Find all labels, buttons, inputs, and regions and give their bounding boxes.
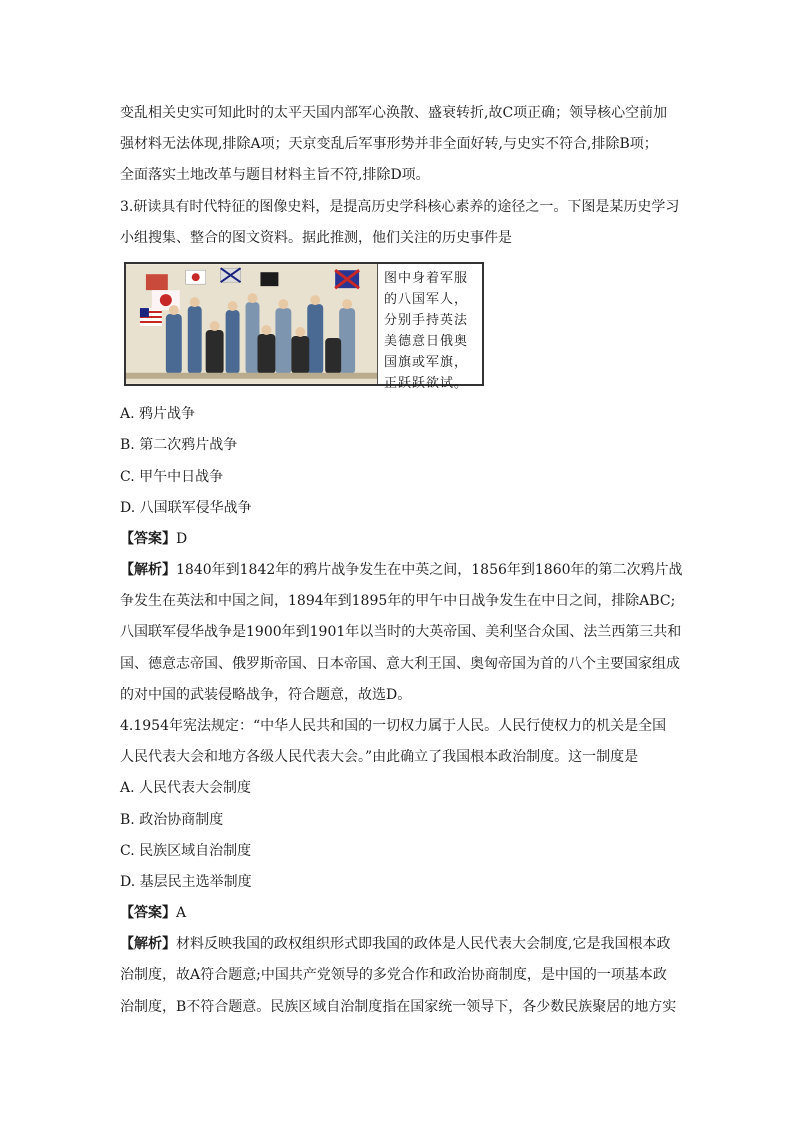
- q4-stem-line-2: 人民代表大会和地方各级人民代表大会。”由此确立了我国根本政治制度。这一制度是: [120, 749, 639, 765]
- q4-analysis-label: 【解析】: [120, 936, 176, 952]
- q3-figure-caption: 图中身着军服的八国军人，分别手持英法美德意日俄奥国旗或军旗，正跃跃欲试。: [384, 271, 469, 391]
- q4-answer: [120, 904, 186, 922]
- q4-answer-value: A: [176, 905, 187, 921]
- q4-analysis-line-3: 治制度，B不符合题意。民族区域自治制度指在国家统一领导下，各少数民族聚居的地方实: [120, 999, 677, 1015]
- q3-analysis-line-1: [120, 561, 683, 579]
- q3-stem-line-2: 小组搜集、整合的图文资料。据此推测，他们关注的历史事件是: [120, 230, 512, 246]
- q3-analysis-line-3: 八国联军侵华战争是1900年到1901年以当时的大英帝国、美利坚合众国、法兰西第三共和: [120, 624, 682, 640]
- q4-option-b: B. 政治协商制度: [120, 812, 224, 828]
- q4-option-c: C. 民族区域自治制度: [120, 843, 252, 859]
- q3-option-d: D. 八国联军侵华战争: [120, 500, 252, 516]
- q3-analysis-text-1: 1840年到1842年的鸦片战争发生在中英之间，1856年到1860年的第二次鸦片战: [176, 562, 683, 578]
- q2-explanation-line-2: 强材料无法体现,排除A项；天京变乱后军事形势并非全面好转,与史实不符合,排除B项；: [120, 136, 658, 152]
- q3-option-c: C. 甲午中日战争: [120, 469, 224, 485]
- q3-analysis-label: 【解析】: [120, 562, 176, 578]
- q3-analysis-line-5: 的对中国的武装侵略战争，符合题意，故选D。: [120, 687, 412, 703]
- q3-answer-label: 【答案】: [120, 531, 176, 547]
- q4-analysis-text-1: 材料反映我国的政权组织形式即我国的政体是人民代表大会制度,它是我国根本政: [176, 936, 671, 952]
- q3-answer: [120, 530, 187, 548]
- q4-option-d: D. 基层民主选举制度: [120, 874, 252, 890]
- q4-analysis-line-2: 治制度，故A符合题意;中国共产党领导的多党合作和政治协商制度，是中国的一项基本政: [120, 967, 667, 983]
- eight-nation-soldiers-illustration: [126, 264, 378, 384]
- q3-option-b: B. 第二次鸦片战争: [120, 437, 238, 453]
- q3-answer-value: D: [176, 531, 188, 547]
- q3-figure: [124, 262, 484, 391]
- q2-explanation-line-1: 变乱相关史实可知此时的太平天国内部军心涣散、盛衰转折,故C项正确；领导核心空前加: [120, 105, 668, 121]
- q4-answer-label: 【答案】: [120, 905, 176, 921]
- q3-analysis-line-2: 争发生在英法和中国之间，1894年到1895年的甲午中日战争发生在中日之间，排除ABC;: [120, 593, 676, 609]
- q4-stem-line-1: 4.1954年宪法规定：“中华人民共和国的一切权力属于人民。人民行使权力的机关是全国: [120, 718, 667, 734]
- q3-analysis-line-4: 国、德意志帝国、俄罗斯帝国、日本帝国、意大利王国、奥匈帝国为首的八个主要国家组成: [120, 656, 680, 672]
- q3-option-a: A. 鸦片战争: [120, 406, 196, 422]
- q2-explanation-line-3: 全面落实土地改革与题目材料主旨不符,排除D项。: [120, 167, 430, 183]
- q3-stem-line-1: 3.研读具有时代特征的图像史料，是提高历史学科核心素养的途径之一。下图是某历史学习: [120, 199, 680, 215]
- q4-analysis-line-1: [120, 935, 670, 953]
- q4-option-a: A. 人民代表大会制度: [120, 780, 252, 796]
